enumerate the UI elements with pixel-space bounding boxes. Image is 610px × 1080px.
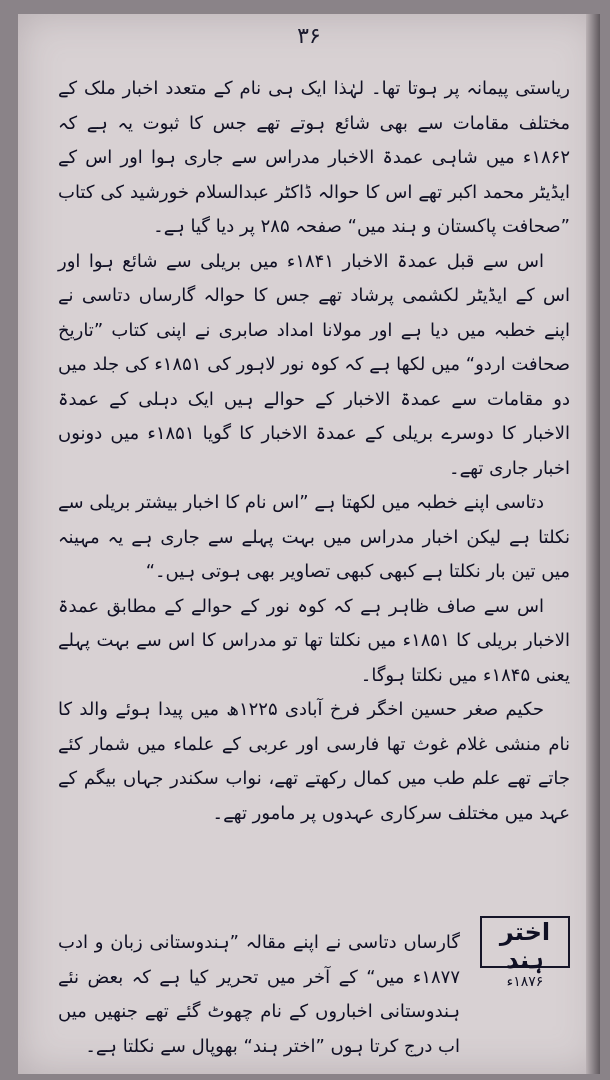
section-paragraph bbox=[58, 926, 570, 1064]
section-text: گارساں دتاسی نے اپنے مقالہ ”ہندوستانی زبان و ادب ۱۸۷۷ء میں“ کے آخر میں تحریر کیا ہے کہ بعض نئے ہندوستانی اخباروں کے نام چھوٹ گئے تھے جنھیں میں اب درج کرتا ہوں ”اختر ہند“ بھوپال سے نکلتا ہے۔ bbox=[58, 932, 460, 1057]
page-spine-shadow bbox=[586, 14, 600, 1074]
body-text bbox=[58, 72, 570, 831]
paragraph-5: حکیم صغر حسین اخگر فرخ آبادی ۱۲۲۵ھ میں پیدا ہوئے والد کا نام منشی غلام غوث تھا فارسی اور عربی کے علماء میں شمار کئے جاتے تھے علم طب میں کمال رکھتے تھے، نواب سکندر جہاں بیگم کے عہد میں مختلف سرکاری عہدوں پر مامور تھے۔ bbox=[58, 699, 570, 824]
paragraph-3: دتاسی اپنے خطبہ میں لکھتا ہے ”اس نام کا اخبار بیشتر بریلی سے نکلتا ہے لیکن اخبار مدراس میں بہت پہلے سے جاری ہے یہ مہینہ میں تین بار نکلتا ہے کبھی کبھی تصاویر بھی ہوتی ہیں۔“ bbox=[58, 492, 570, 582]
section-heading: اختر ہند bbox=[499, 918, 551, 974]
paragraph-2: اس سے قبل عمدۃ الاخبار ۱۸۴۱ء میں بریلی سے شائع ہوا اور اس کے ایڈیٹر لکشمی پرشاد تھے جس کا حوالہ گارساں دتاسی نے اپنے خطبہ میں دیا ہے اور مولانا امداد صابری نے اپنی کتاب ”تاریخ صحافت اردو“ میں لکھا ہے کہ کوہ نور لاہور کی ۱۸۵۱ء کی جلد میں دو مقامات سے عمدۃ الاخبار کے حوالے ہیں ایک دہلی کے عمدۃ الاخبار کا دوسرے بریلی کے عمدۃ الاخبار کا گویا ۱۸۵۱ء میں دونوں اخبار جاری تھے۔ bbox=[58, 250, 570, 479]
section-year: ۱۸۷۶ء bbox=[506, 974, 544, 990]
paragraph-1: ریاستی پیمانہ پر ہوتا تھا۔ لہٰذا ایک ہی نام کے متعدد اخبار ملک کے مختلف مقامات سے بھی شائع ہوتے تھے جس کا ثبوت یہ ہے کہ ۱۸۶۲ء میں شاہی عمدۃ الاخبار مدراس سے جاری ہوا اور اس کے ایڈیٹر محمد اکبر تھے اس کا حوالہ ڈاکٹر عبدالسلام خورشید کی کتاب ”صحافت پاکستان و ہند میں“ صفحہ ۲۸۵ پر دیا گیا ہے۔ bbox=[58, 78, 570, 237]
book-page bbox=[18, 14, 600, 1074]
page-number: ۳۶ bbox=[297, 24, 321, 49]
paragraph-4: اس سے صاف ظاہر ہے کہ کوہ نور کے حوالے کے مطابق عمدۃ الاخبار بریلی کا ۱۸۵۱ء میں نکلتا تھا تو مدراس کا اس سے بہت پہلے یعنی ۱۸۴۵ء میں نکلتا ہوگا۔ bbox=[58, 595, 570, 686]
